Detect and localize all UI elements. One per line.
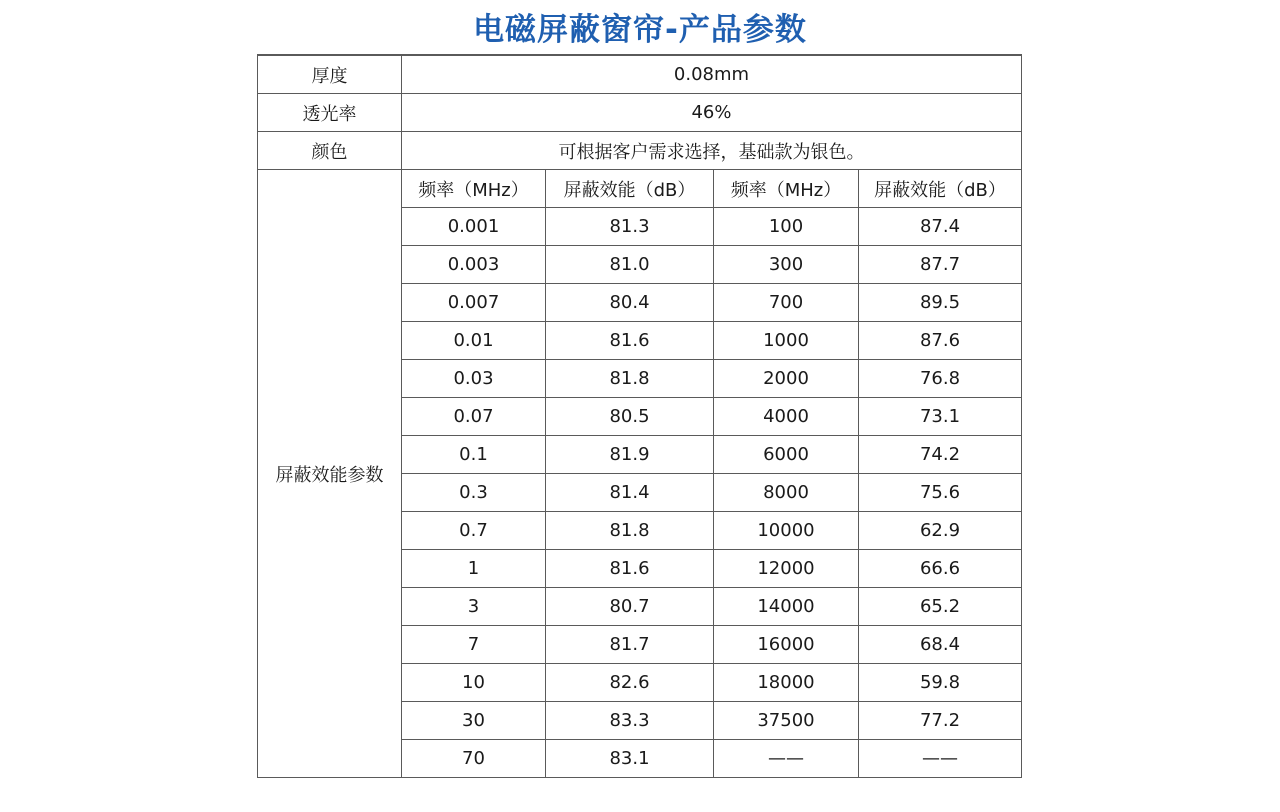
freq-cell: 37500 [714,702,859,740]
shielding-group-label: 屏蔽效能参数 [258,170,402,778]
se-cell: 81.9 [546,436,714,474]
se-header-1: 屏蔽效能（dB） [546,170,714,208]
se-cell: 87.6 [859,322,1022,360]
freq-cell: 10000 [714,512,859,550]
se-cell: 83.3 [546,702,714,740]
se-cell: 68.4 [859,626,1022,664]
shielding-header-row [258,170,1022,208]
se-cell: 83.1 [546,740,714,778]
se-cell: 89.5 [859,284,1022,322]
freq-cell: 700 [714,284,859,322]
freq-cell: 10 [402,664,546,702]
freq-cell: 300 [714,246,859,284]
color-value: 可根据客户需求选择，基础款为银色。 [402,132,1022,170]
se-cell: 82.6 [546,664,714,702]
se-cell: 81.4 [546,474,714,512]
freq-cell: 70 [402,740,546,778]
freq-cell: 0.1 [402,436,546,474]
freq-cell: 1 [402,550,546,588]
se-cell: 81.3 [546,208,714,246]
freq-cell: 100 [714,208,859,246]
se-cell: 81.6 [546,322,714,360]
transmittance-row [258,94,1022,132]
se-cell: 62.9 [859,512,1022,550]
thickness-value: 0.08mm [402,55,1022,94]
freq-cell: 0.7 [402,512,546,550]
se-cell: 80.4 [546,284,714,322]
se-cell: 75.6 [859,474,1022,512]
thickness-label: 厚度 [258,55,402,94]
freq-cell: 0.01 [402,322,546,360]
se-cell: 81.8 [546,512,714,550]
se-cell: 74.2 [859,436,1022,474]
freq-cell: 2000 [714,360,859,398]
se-cell: 66.6 [859,550,1022,588]
freq-cell: 30 [402,702,546,740]
se-cell: 81.8 [546,360,714,398]
se-cell: 73.1 [859,398,1022,436]
freq-cell: 8000 [714,474,859,512]
freq-cell: 3 [402,588,546,626]
freq-cell: 14000 [714,588,859,626]
freq-cell: 0.07 [402,398,546,436]
freq-cell: 0.001 [402,208,546,246]
se-cell: —— [859,740,1022,778]
freq-header-1: 频率（MHz） [402,170,546,208]
freq-cell: 0.007 [402,284,546,322]
page-title: 电磁屏蔽窗帘-产品参数 [473,12,807,48]
freq-cell: —— [714,740,859,778]
se-cell: 77.2 [859,702,1022,740]
se-cell: 87.4 [859,208,1022,246]
freq-cell: 1000 [714,322,859,360]
freq-cell: 12000 [714,550,859,588]
freq-cell: 7 [402,626,546,664]
freq-cell: 18000 [714,664,859,702]
product-spec-table [257,54,1022,778]
freq-cell: 0.3 [402,474,546,512]
se-cell: 76.8 [859,360,1022,398]
freq-cell: 16000 [714,626,859,664]
se-cell: 80.5 [546,398,714,436]
se-cell: 81.6 [546,550,714,588]
se-cell: 81.0 [546,246,714,284]
freq-cell: 0.003 [402,246,546,284]
se-cell: 87.7 [859,246,1022,284]
transmittance-label: 透光率 [258,94,402,132]
freq-header-2: 频率（MHz） [714,170,859,208]
transmittance-value: 46% [402,94,1022,132]
color-row [258,132,1022,170]
freq-cell: 6000 [714,436,859,474]
se-cell: 81.7 [546,626,714,664]
thickness-row [258,55,1022,94]
se-cell: 65.2 [859,588,1022,626]
freq-cell: 4000 [714,398,859,436]
se-cell: 80.7 [546,588,714,626]
se-cell: 59.8 [859,664,1022,702]
se-header-2: 屏蔽效能（dB） [859,170,1022,208]
freq-cell: 0.03 [402,360,546,398]
color-label: 颜色 [258,132,402,170]
